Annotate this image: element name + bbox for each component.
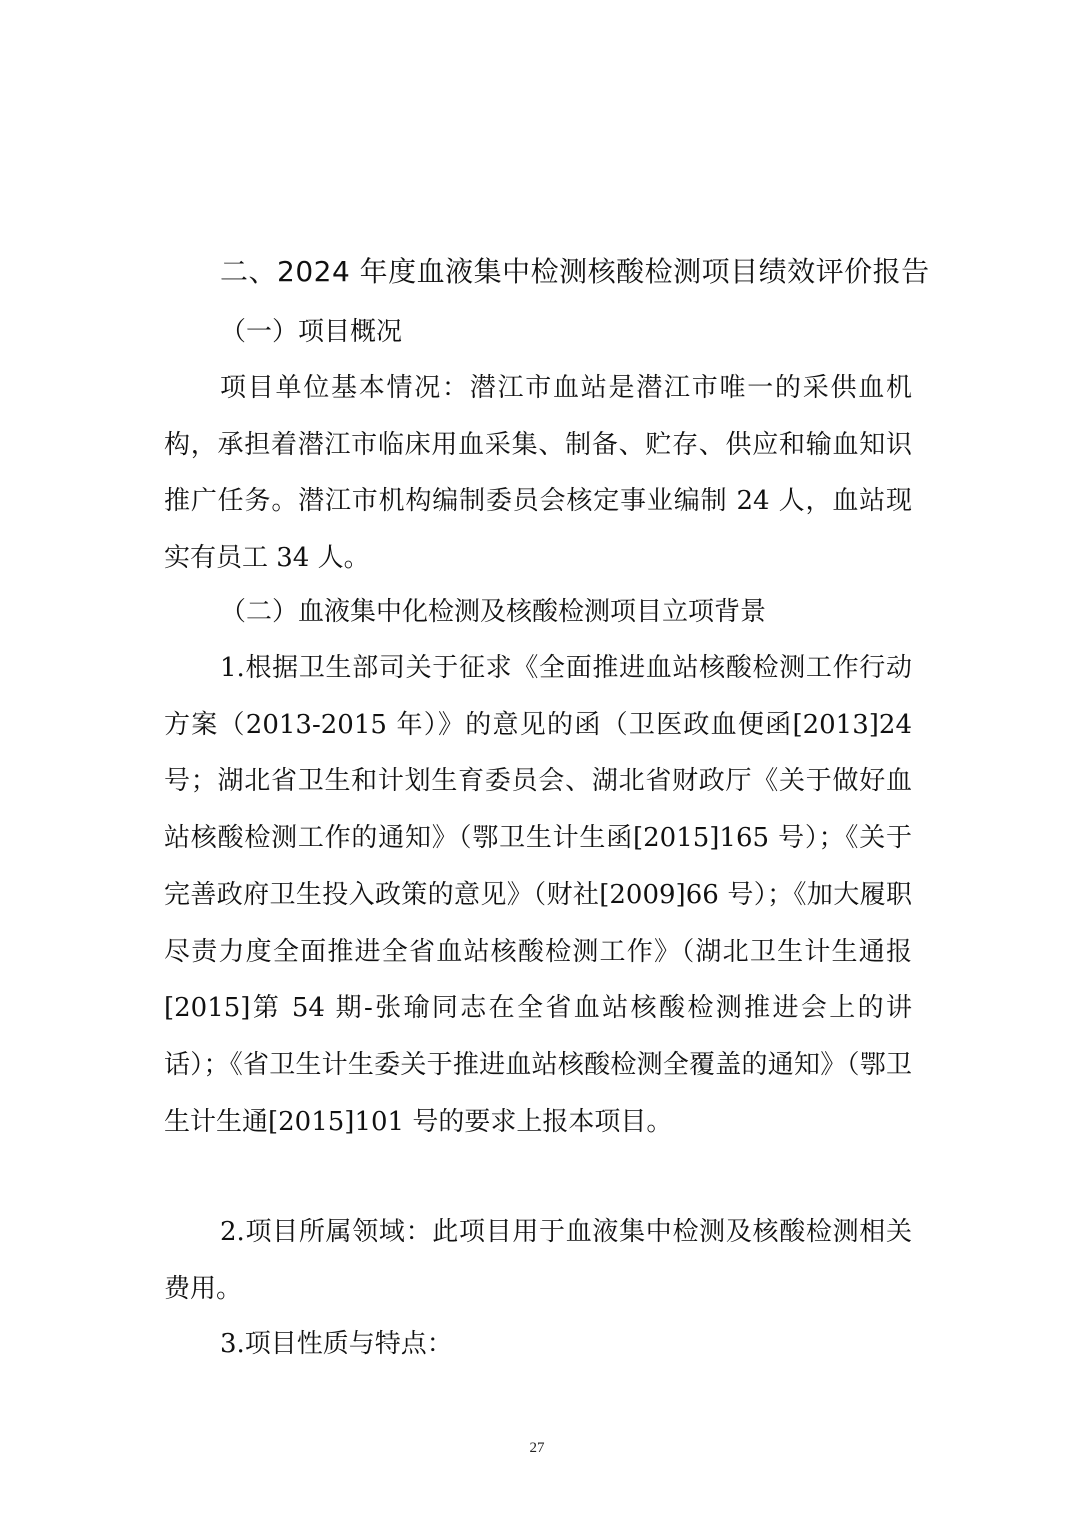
page-number: 27 <box>529 1440 545 1456</box>
section-title-background: （二）血液集中化检测及核酸检测项目立项背景 <box>220 597 767 627</box>
paragraph-domain <box>164 1204 912 1317</box>
paragraph-basis-text: 1.根据卫生部司关于征求《全面推进血站核酸检测工作行动方案（2013-2015 年）》的意见的函（卫医政血便函[2013]24 号；湖北省卫生和计划生育委员会、湖北省财政厅《关于做好血站核酸检测工作的通知》（鄂卫生计生函[2015]165 号）；《关于完善政府卫生投入政策的意见》（财社[2009]66 号）；《加大履职尽责力度全面推进全省血站核酸检测工作》（湖北卫生计生通报[2015]第 54 期-张瑜同志在全省血站核酸检测推进会上的讲话）；《省卫生计生委关于推进血站核酸检测全覆盖的通知》（鄂卫生计生通[2015]101 号的要求上报本项目。 <box>164 653 912 1137</box>
paragraph-nature <box>164 1316 912 1373</box>
paragraph-unit-info-text: 项目单位基本情况：潜江市血站是潜江市唯一的采供血机构，承担着潜江市临床用血采集、制备、贮存、供应和输血知识推广任务。潜江市机构编制委员会核定事业编制 24 人，血站现实有员工 34 人。 <box>164 373 912 574</box>
paragraph-basis <box>164 640 912 1150</box>
paragraph-domain-text: 2.项目所属领域：此项目用于血液集中检测及核酸检测相关费用。 <box>164 1217 912 1304</box>
paragraph-unit-info <box>164 360 912 587</box>
paragraph-nature-text: 3.项目性质与特点： <box>220 1329 453 1359</box>
section-title-overview: （一）项目概况 <box>220 317 403 347</box>
report-heading: 二、2024 年度血液集中检测核酸检测项目绩效评价报告 <box>220 255 930 288</box>
